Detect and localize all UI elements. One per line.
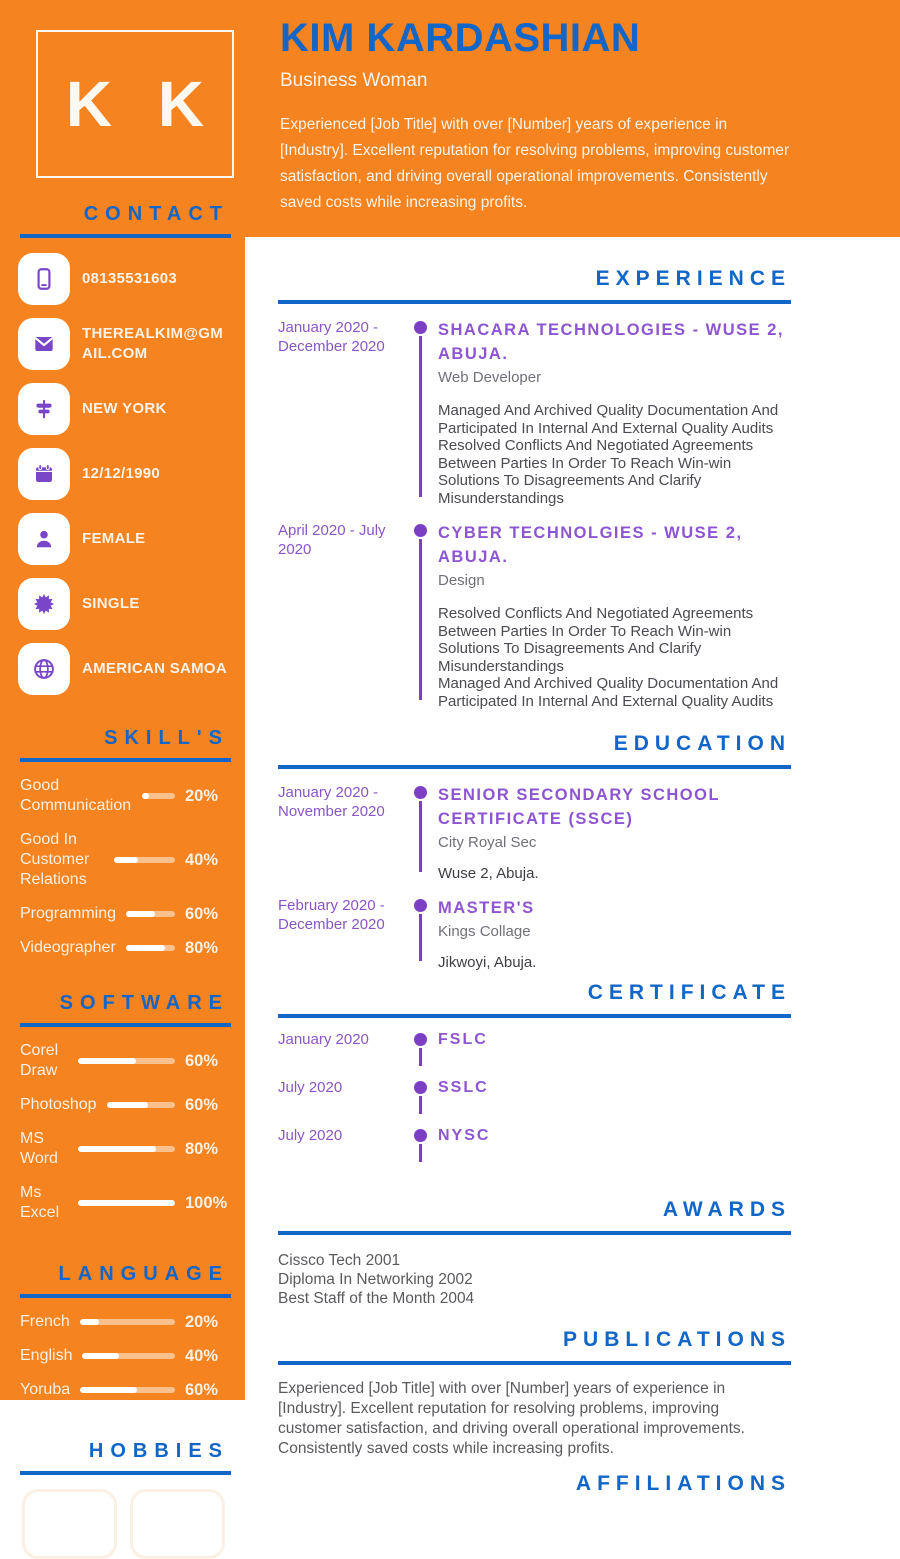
starburst-icon (18, 578, 70, 630)
experience-description (438, 605, 791, 710)
certificate-item (278, 1126, 791, 1162)
timeline-line (419, 1048, 422, 1066)
skill-percent: 80% (185, 938, 219, 957)
experience-body (432, 521, 791, 710)
language-meter (80, 1387, 175, 1393)
skill-percent: 40% (185, 850, 219, 869)
certificate-title: FSLC (438, 1031, 488, 1048)
calendar-icon (18, 448, 70, 500)
software-percent: 60% (185, 1095, 219, 1114)
certificate-body (432, 1126, 791, 1162)
sidebar (0, 0, 245, 1559)
experience-item (278, 521, 791, 710)
experience-item (278, 318, 791, 507)
page-title: KIM KARDASHIAN (280, 16, 641, 60)
contact-phone: 08135531603 (82, 270, 178, 287)
award-item: Cissco Tech 2001 (278, 1252, 401, 1269)
software-list (20, 1041, 231, 1223)
profile-summary: Experienced [Job Title] with over [Number] years of experience in [Industry]. Excellent reputation for resolving problems, improving customer satisfaction, and driving overall operational improvements. Consistently saved costs while increasing profits. (280, 116, 790, 211)
certificate-heading: CERTIFICATE (587, 981, 791, 1004)
experience-description (438, 402, 791, 507)
software-percent: 100% (185, 1193, 228, 1212)
experience-role: Design (438, 572, 485, 589)
skills-heading: SKILL'S (104, 727, 229, 749)
education-school: Kings Collage (438, 923, 531, 940)
language-row (20, 1346, 231, 1366)
language-label: Yoruba (20, 1381, 71, 1398)
experience-company: SHACARA TECHNOLOGIES - WUSE 2, ABUJA. (438, 321, 784, 363)
hobby-box (22, 1489, 117, 1559)
skill-label: Good In Customer Relations (20, 831, 90, 888)
language-heading: LANGUAGE (58, 1263, 229, 1285)
skill-row (20, 938, 231, 958)
certificate-title: SSLC (438, 1079, 489, 1096)
experience-role: Web Developer (438, 369, 542, 386)
certificate-body (432, 1030, 791, 1066)
phone-icon (18, 253, 70, 305)
hobbies-rule (20, 1471, 231, 1475)
timeline-marker (408, 1078, 432, 1114)
software-row (20, 1041, 231, 1081)
education-body (432, 896, 791, 971)
timeline-dot-icon (414, 1129, 427, 1142)
hobbies-heading: HOBBIES (88, 1440, 229, 1462)
awards-list (278, 1251, 791, 1308)
hobbies-boxes (22, 1489, 225, 1559)
experience-description-line: Resolved Conflicts And Negotiated Agreements Between Parties In Order To Reach Win-win Solutions To Disagreements And Clarify Misunderstandings (438, 605, 754, 675)
education-school: City Royal Sec (438, 834, 537, 851)
certificate-date: July 2020 (278, 1127, 343, 1144)
skill-meter (114, 857, 175, 863)
contact-rule (20, 234, 231, 238)
person-icon (18, 513, 70, 565)
language-row (20, 1380, 231, 1400)
skill-label: Programming (20, 905, 117, 922)
contact-nationality: AMERICAN SAMOA (82, 660, 228, 677)
timeline-marker (408, 896, 432, 971)
timeline-dot-icon (414, 524, 427, 537)
education-rule (278, 765, 791, 769)
skill-row (20, 904, 231, 924)
certificate-date: July 2020 (278, 1079, 343, 1096)
contact-heading: CONTACT (83, 203, 229, 225)
timeline-marker (408, 318, 432, 507)
language-percent: 60% (185, 1380, 219, 1399)
software-heading: SOFTWARE (59, 992, 229, 1014)
contact-row-location (18, 383, 245, 435)
experience-date: January 2020 - December 2020 (278, 319, 385, 355)
software-meter (78, 1058, 175, 1064)
timeline-marker (408, 783, 432, 882)
contact-row-marital-status (18, 578, 245, 630)
publications-heading: PUBLICATIONS (563, 1328, 791, 1351)
software-percent: 60% (185, 1051, 219, 1070)
software-row (20, 1129, 231, 1169)
education-date: January 2020 - November 2020 (278, 784, 385, 820)
header (280, 14, 795, 216)
timeline-line (419, 1096, 422, 1114)
language-label: French (20, 1313, 70, 1330)
contact-gender: FEMALE (82, 530, 146, 547)
award-item: Diploma In Networking 2002 (278, 1271, 473, 1288)
software-label: Ms Excel (20, 1184, 60, 1221)
skill-meter (126, 911, 175, 917)
education-degree: SENIOR SECONDARY SCHOOL CERTIFICATE (SSCE) (438, 786, 720, 828)
contact-row-birthdate (18, 448, 245, 500)
software-meter (78, 1146, 175, 1152)
contact-location: NEW YORK (82, 400, 167, 417)
skill-label: Good Communication (20, 777, 132, 814)
contact-list (18, 253, 245, 695)
monogram-initials: K K (65, 68, 219, 140)
hobby-box (130, 1489, 225, 1559)
signpost-icon (18, 383, 70, 435)
education-date: February 2020 - December 2020 (278, 897, 385, 933)
contact-row-email (18, 318, 245, 370)
software-label: Corel Draw (20, 1042, 59, 1079)
publications-rule (278, 1361, 791, 1365)
awards-heading: AWARDS (662, 1198, 791, 1221)
experience-heading: EXPERIENCE (595, 267, 791, 290)
language-label: English (20, 1347, 73, 1364)
software-rule (20, 1023, 231, 1027)
experience-rule (278, 300, 791, 304)
experience-date: April 2020 - July 2020 (278, 522, 386, 558)
publications-text: Experienced [Job Title] with over [Number] years of experience in [Industry]. Excellent reputation for resolving problems, improving customer satisfaction, and driving overall operational improvements. Consistently saved costs while increasing profits. (278, 1380, 745, 1457)
timeline-line (419, 539, 422, 700)
job-title: Business Woman (280, 70, 428, 91)
education-body (432, 783, 791, 882)
timeline-line (419, 1144, 422, 1162)
language-percent: 40% (185, 1346, 219, 1365)
education-location: Wuse 2, Abuja. (438, 865, 539, 882)
language-rule (20, 1294, 231, 1298)
experience-description-line: Resolved Conflicts And Negotiated Agreements Between Parties In Order To Reach Win-win Solutions To Disagreements And Clarify Misunderstandings (438, 437, 754, 507)
timeline-marker (408, 1126, 432, 1162)
education-item (278, 896, 791, 971)
software-label: MS Word (20, 1130, 58, 1167)
contact-email: THEREALKIM@GMAIL.COM (82, 325, 224, 362)
experience-body (432, 318, 791, 507)
awards-rule (278, 1231, 791, 1235)
skill-row (20, 830, 231, 890)
experience-description-line: Managed And Archived Quality Documentation And Participated In Internal And External Quality Audits (438, 675, 779, 710)
education-heading: EDUCATION (613, 732, 791, 755)
skill-percent: 20% (185, 786, 219, 805)
contact-row-gender (18, 513, 245, 565)
language-row (20, 1312, 231, 1332)
skills-list (20, 776, 231, 958)
timeline-dot-icon (414, 1033, 427, 1046)
skills-rule (20, 758, 231, 762)
software-meter (107, 1102, 175, 1108)
language-meter (80, 1319, 175, 1325)
software-row (20, 1183, 231, 1223)
language-list (20, 1312, 231, 1400)
contact-marital-status: SINGLE (82, 595, 140, 612)
certificate-item (278, 1030, 791, 1066)
timeline-dot-icon (414, 1081, 427, 1094)
email-icon (18, 318, 70, 370)
certificate-item (278, 1078, 791, 1114)
software-percent: 80% (185, 1139, 219, 1158)
skill-label: Videographer (20, 939, 116, 956)
experience-description-line: Managed And Archived Quality Documentation And Participated In Internal And External Quality Audits (438, 402, 779, 437)
language-percent: 20% (185, 1312, 219, 1331)
timeline-dot-icon (414, 786, 427, 799)
main-content (278, 237, 791, 1496)
timeline-dot-icon (414, 321, 427, 334)
certificate-rule (278, 1014, 791, 1018)
contact-row-phone (18, 253, 245, 305)
timeline-line (419, 336, 422, 497)
skill-meter (126, 945, 175, 951)
software-meter (78, 1200, 175, 1206)
timeline-dot-icon (414, 899, 427, 912)
certificate-body (432, 1078, 791, 1114)
skill-row (20, 776, 231, 816)
timeline-line (419, 914, 422, 961)
award-item: Best Staff of the Month 2004 (278, 1290, 475, 1307)
skill-percent: 60% (185, 904, 219, 923)
timeline-marker (408, 521, 432, 710)
affiliations-heading: AFFILIATIONS (575, 1472, 791, 1495)
experience-company: CYBER TECHNOLGIES - WUSE 2, ABUJA. (438, 524, 743, 566)
certificate-title: NYSC (438, 1127, 491, 1144)
education-item (278, 783, 791, 882)
globe-icon (18, 643, 70, 695)
timeline-marker (408, 1030, 432, 1066)
certificate-date: January 2020 (278, 1031, 369, 1048)
skill-meter (142, 793, 175, 799)
education-degree: MASTER'S (438, 899, 535, 917)
language-meter (82, 1353, 175, 1359)
software-row (20, 1095, 231, 1115)
contact-row-nationality (18, 643, 245, 695)
education-location: Jikwoyi, Abuja. (438, 954, 537, 971)
contact-birthdate: 12/12/1990 (82, 465, 161, 482)
timeline-line (419, 801, 422, 872)
software-label: Photoshop (20, 1096, 97, 1113)
